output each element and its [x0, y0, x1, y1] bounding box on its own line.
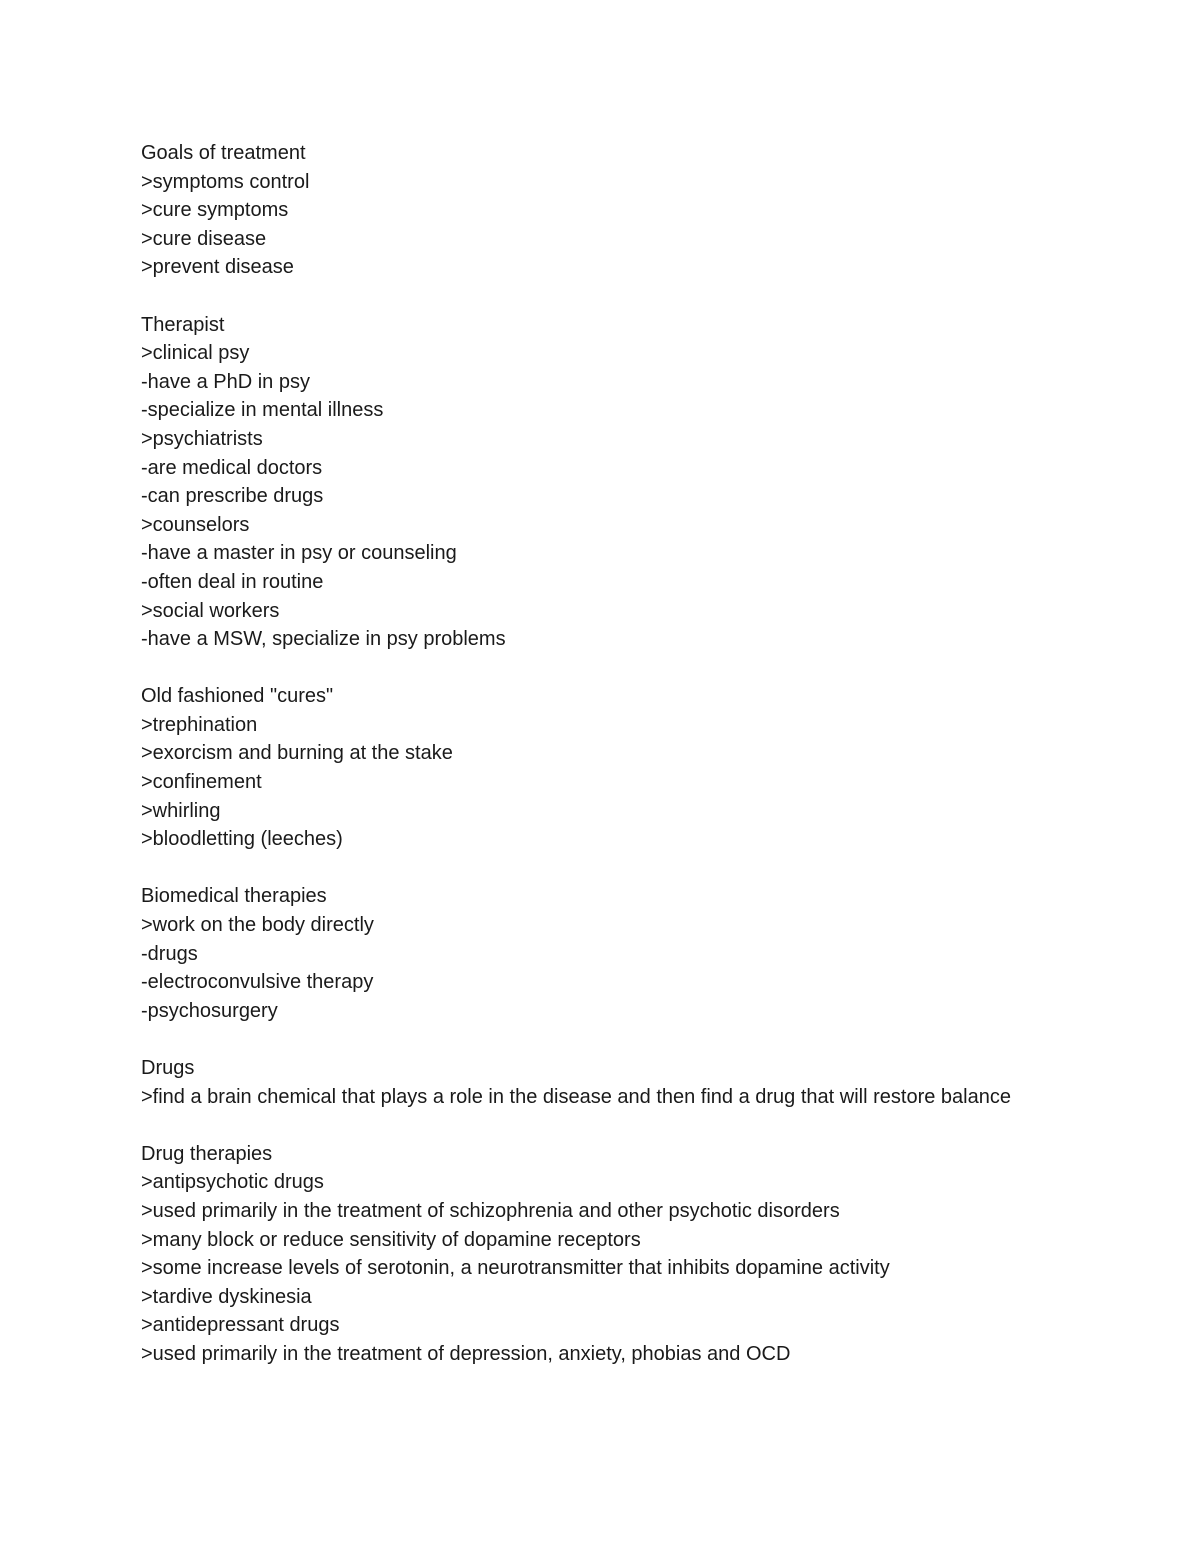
- list-item: -can prescribe drugs: [141, 485, 324, 508]
- list-item: >trephination: [141, 713, 258, 736]
- section-therapist: [141, 311, 1041, 654]
- list-item: >exorcism and burning at the stake: [141, 742, 453, 765]
- section-heading: Therapist: [141, 313, 225, 336]
- list-item: >counselors: [141, 513, 250, 536]
- list-item: -psychosurgery: [141, 999, 278, 1022]
- section-drugs: [141, 1054, 1041, 1111]
- list-item: >antidepressant drugs: [141, 1314, 340, 1337]
- list-item: -have a MSW, specialize in psy problems: [141, 628, 506, 651]
- section-heading: Drug therapies: [141, 1142, 273, 1165]
- list-item: -specialize in mental illness: [141, 399, 384, 422]
- list-item: >whirling: [141, 799, 221, 822]
- list-item: >find a brain chemical that plays a role in the disease and then find a drug that will restore balance: [141, 1085, 1011, 1108]
- list-item: -often deal in routine: [141, 570, 324, 593]
- section-heading: Drugs: [141, 1057, 195, 1079]
- list-item: -have a PhD in psy: [141, 370, 310, 393]
- section-heading: Old fashioned "cures": [141, 685, 334, 708]
- list-item: >symptoms control: [141, 170, 310, 193]
- section-biomedical-therapies: [141, 882, 1041, 1025]
- list-item: >used primarily in the treatment of depression, anxiety, phobias and OCD: [141, 1342, 791, 1365]
- section-goals-of-treatment: [141, 139, 1041, 282]
- list-item: >psychiatrists: [141, 427, 263, 450]
- section-heading: Goals of treatment: [141, 142, 306, 164]
- section-heading: Biomedical therapies: [141, 885, 327, 908]
- list-item: >some increase levels of serotonin, a neurotransmitter that inhibits dopamine activity: [141, 1257, 890, 1280]
- list-item: >used primarily in the treatment of schizophrenia and other psychotic disorders: [141, 1199, 840, 1222]
- list-item: -electroconvulsive therapy: [141, 971, 374, 994]
- list-item: >antipsychotic drugs: [141, 1171, 324, 1194]
- list-item: -drugs: [141, 942, 198, 965]
- section-old-fashioned-cures: [141, 682, 1041, 854]
- list-item: -have a master in psy or counseling: [141, 542, 457, 565]
- list-item: >many block or reduce sensitivity of dopamine receptors: [141, 1228, 641, 1251]
- section-drug-therapies: [141, 1140, 1041, 1369]
- list-item: >social workers: [141, 599, 280, 622]
- list-item: -are medical doctors: [141, 456, 323, 479]
- document-body: [141, 139, 1041, 1397]
- list-item: >cure symptoms: [141, 199, 289, 222]
- list-item: >work on the body directly: [141, 914, 374, 937]
- list-item: >cure disease: [141, 227, 267, 250]
- list-item: >clinical psy: [141, 342, 250, 365]
- list-item: >tardive dyskinesia: [141, 1285, 312, 1308]
- list-item: >confinement: [141, 771, 262, 794]
- list-item: >prevent disease: [141, 256, 294, 279]
- list-item: >bloodletting (leeches): [141, 828, 343, 851]
